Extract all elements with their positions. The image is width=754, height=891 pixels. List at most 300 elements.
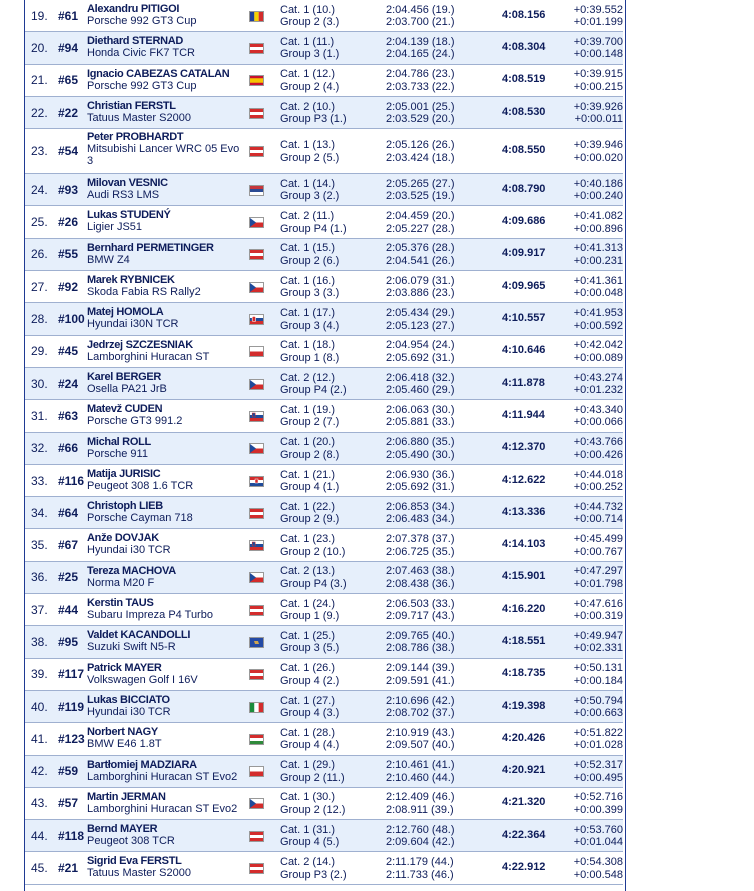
gap-to-leader: +0:54.308: [573, 856, 623, 869]
group: Group 3 (1.): [280, 48, 340, 61]
class-cell: [280, 791, 380, 816]
result-row: [25, 206, 623, 238]
result-row: [25, 497, 623, 529]
start-number: #44: [58, 602, 79, 617]
category: Cat. 2 (12.): [280, 371, 336, 384]
run1-time: 2:04.456 (19.): [386, 3, 455, 16]
result-row: [25, 400, 623, 432]
gap-cell: [565, 36, 623, 61]
position: 40.: [31, 699, 48, 714]
start-number: #67: [58, 538, 79, 553]
start-number: #123: [58, 731, 85, 746]
result-row: [25, 129, 623, 174]
driver-name: Christoph LIEB: [87, 500, 163, 513]
group: Group 2 (5.): [280, 151, 340, 164]
class-cell: [280, 4, 380, 29]
car-name-continued: 3: [87, 155, 94, 168]
class-cell: [280, 856, 380, 881]
gap-to-leader: +0:43.766: [573, 436, 623, 449]
class-cell: [280, 565, 380, 590]
car-name: Porsche Cayman 718: [87, 512, 193, 525]
car-name: Porsche 911: [87, 447, 148, 460]
run2-time: 2:05.123 (27.): [386, 319, 455, 332]
position: 37.: [31, 602, 48, 617]
class-cell: [280, 501, 380, 526]
gap-cell: [565, 856, 623, 881]
position: 26.: [31, 247, 48, 262]
country-flag-icon: [249, 146, 262, 155]
country-flag-icon: [249, 108, 262, 117]
driver-name: Jedrzej SZCZESNIAK: [87, 338, 193, 351]
driver-name: Tereza MACHOVA: [87, 564, 176, 577]
category: Cat. 1 (11.): [280, 35, 335, 48]
result-row: [25, 691, 623, 723]
driver-name: Lukas BICCIATO: [87, 693, 170, 706]
run1-time: 2:10.919 (43.): [386, 726, 455, 739]
country-flag-icon: [249, 734, 262, 743]
country-flag-icon: [249, 669, 262, 678]
run2-time: 2:09.591 (41.): [386, 674, 455, 687]
start-number: #55: [58, 247, 79, 262]
driver-name: Milovan VESNIC: [87, 177, 168, 190]
run-times: [386, 533, 486, 558]
run2-time: 2:08.702 (37.): [386, 707, 455, 720]
category: Cat. 1 (31.): [280, 823, 336, 836]
country-flag-icon: [249, 863, 262, 872]
category: Cat. 1 (29.): [280, 759, 336, 772]
driver-name: Anže DOVJAK: [87, 532, 159, 545]
total-time: 4:10.646: [502, 344, 546, 357]
car-name: Mitsubishi Lancer WRC 05 Evo: [87, 143, 240, 156]
country-flag-icon: [249, 411, 262, 420]
country-flag-icon: [249, 185, 262, 194]
position: 21.: [31, 73, 48, 88]
result-row: [25, 174, 623, 206]
position: 25.: [31, 215, 48, 230]
category: Cat. 2 (13.): [280, 565, 336, 578]
result-row: [25, 756, 623, 788]
total-time: 4:18.735: [502, 667, 546, 680]
run1-time: 2:05.376 (28.): [386, 242, 455, 255]
run2-time: 2:03.525 (19.): [386, 190, 455, 203]
gap-to-leader: +0:41.082: [573, 210, 623, 223]
run-times: [386, 275, 486, 300]
total-time: 4:19.398: [502, 699, 546, 712]
class-cell: [280, 339, 380, 364]
start-number: #59: [58, 764, 79, 779]
start-number: #22: [58, 105, 79, 120]
gap-to-leader: +0:39.926: [573, 100, 623, 113]
run1-time: 2:12.760 (48.): [386, 823, 455, 836]
gap-to-previous: +0:00.896: [573, 222, 623, 235]
start-number: #57: [58, 796, 79, 811]
gap-cell: [565, 533, 623, 558]
start-number: #116: [58, 473, 85, 488]
total-time: 4:21.320: [502, 796, 546, 809]
group: Group 2 (8.): [280, 448, 340, 461]
driver-cell: [87, 100, 237, 124]
start-number: #100: [58, 312, 85, 327]
driver-name: Valdet KACANDOLLI: [87, 629, 191, 642]
result-row: [25, 852, 623, 884]
result-row: [25, 820, 623, 852]
country-flag-icon: [249, 831, 262, 840]
total-time: 4:08.790: [502, 182, 546, 195]
driver-name: Matevž CUDEN: [87, 403, 163, 416]
total-time: 4:14.103: [502, 538, 546, 551]
position: 29.: [31, 344, 48, 359]
country-flag-icon: [249, 476, 262, 485]
gap-to-leader: +0:43.340: [573, 403, 623, 416]
class-cell: [280, 727, 380, 752]
run-times: [386, 565, 486, 590]
gap-to-leader: +0:39.700: [573, 35, 623, 48]
run1-time: 2:05.126 (26.): [386, 139, 455, 152]
country-flag-icon: [249, 249, 262, 258]
class-cell: [280, 662, 380, 687]
group: Group 2 (7.): [280, 416, 340, 429]
country-flag-icon: [249, 43, 262, 52]
driver-cell: [87, 436, 237, 460]
gap-to-leader: +0:51.822: [573, 726, 623, 739]
group: Group 3 (4.): [280, 319, 340, 332]
position: 23.: [31, 144, 48, 159]
run-times: [386, 404, 486, 429]
class-cell: [280, 759, 380, 784]
position: 43.: [31, 796, 48, 811]
run1-time: 2:10.461 (41.): [386, 759, 455, 772]
start-number: #64: [58, 505, 79, 520]
run1-time: 2:07.378 (37.): [386, 533, 455, 546]
run1-time: 2:05.434 (29.): [386, 307, 455, 320]
category: Cat. 1 (14.): [280, 177, 336, 190]
gap-cell: [565, 759, 623, 784]
run-times: [386, 727, 486, 752]
gap-to-previous: +0:00.319: [573, 610, 623, 623]
run2-time: 2:09.507 (40.): [386, 739, 455, 752]
total-time: 4:12.370: [502, 441, 546, 454]
gap-to-leader: +0:50.794: [573, 694, 623, 707]
driver-name: Diethard STERNAD: [87, 35, 184, 48]
run2-time: 2:06.483 (34.): [386, 513, 455, 526]
driver-name: Norbert NAGY: [87, 726, 158, 739]
country-flag-icon: [249, 572, 262, 581]
result-row: [25, 562, 623, 594]
driver-name: Matej HOMOLA: [87, 306, 164, 319]
position: 34.: [31, 505, 48, 520]
driver-cell: [87, 371, 237, 395]
result-row: [25, 336, 623, 368]
total-time: 4:10.557: [502, 312, 546, 325]
run-times: [386, 339, 486, 364]
gap-to-leader: +0:49.947: [573, 629, 623, 642]
gap-cell: [565, 307, 623, 332]
total-time: 4:09.965: [502, 279, 546, 292]
gap-to-leader: +0:41.313: [573, 242, 623, 255]
result-row: [25, 433, 623, 465]
run2-time: 2:08.438 (36.): [386, 577, 455, 590]
car-name: Osella PA21 JrB: [87, 382, 167, 395]
group: Group 4 (5.): [280, 836, 340, 849]
run1-time: 2:06.503 (33.): [386, 597, 455, 610]
run-times: [386, 436, 486, 461]
result-row: [25, 594, 623, 626]
category: Cat. 1 (15.): [280, 242, 336, 255]
category: Cat. 1 (23.): [280, 533, 336, 546]
gap-cell: [565, 469, 623, 494]
run-times: [386, 469, 486, 494]
gap-to-leader: +0:42.042: [573, 339, 623, 352]
gap-to-leader: +0:44.732: [573, 500, 623, 513]
result-row: [25, 659, 623, 691]
car-name: Honda Civic FK7 TCR: [87, 47, 195, 60]
gap-to-previous: +0:01.199: [573, 16, 623, 29]
driver-cell: [87, 823, 237, 847]
group: Group 4 (2.): [280, 674, 340, 687]
gap-cell: [565, 824, 623, 849]
group: Group 3 (3.): [280, 287, 340, 300]
run-times: [386, 759, 486, 784]
class-cell: [280, 824, 380, 849]
category: Cat. 1 (20.): [280, 436, 336, 449]
run1-time: 2:05.265 (27.): [386, 177, 455, 190]
gap-cell: [565, 210, 623, 235]
result-row: [25, 303, 623, 335]
start-number: #21: [58, 861, 79, 876]
driver-cell: [87, 694, 237, 718]
total-time: 4:09.917: [502, 247, 546, 260]
run1-time: 2:07.463 (38.): [386, 565, 455, 578]
gap-to-previous: +0:00.399: [573, 803, 623, 816]
gap-cell: [565, 630, 623, 655]
group: Group 2 (12.): [280, 803, 346, 816]
group: Group 3 (2.): [280, 190, 340, 203]
gap-to-previous: +0:00.089: [573, 351, 623, 364]
country-flag-icon: [249, 540, 262, 549]
start-number: #63: [58, 408, 79, 423]
run-times: [386, 824, 486, 849]
position: 19.: [31, 8, 48, 23]
group: Group 2 (3.): [280, 16, 340, 29]
category: Cat. 1 (10.): [280, 3, 336, 16]
category: Cat. 1 (30.): [280, 791, 336, 804]
start-number: #119: [58, 699, 85, 714]
group: Group 2 (10.): [280, 545, 346, 558]
driver-cell: [87, 403, 237, 427]
gap-to-previous: +0:00.426: [573, 448, 623, 461]
gap-to-previous: +0:00.066: [573, 416, 623, 429]
group: Group 2 (4.): [280, 80, 340, 93]
group: Group P4 (3.): [280, 577, 347, 590]
start-number: #117: [58, 667, 85, 682]
position: 31.: [31, 408, 48, 423]
gap-to-previous: +0:00.767: [573, 545, 623, 558]
country-flag-icon: [249, 346, 262, 355]
run2-time: 2:06.725 (35.): [386, 545, 455, 558]
category: Cat. 1 (16.): [280, 274, 336, 287]
gap-to-leader: +0:47.297: [573, 565, 623, 578]
position: 32.: [31, 441, 48, 456]
class-cell: [280, 307, 380, 332]
driver-cell: [87, 209, 237, 233]
gap-to-leader: +0:40.186: [573, 177, 623, 190]
position: 20.: [31, 40, 48, 55]
run-times: [386, 36, 486, 61]
class-cell: [280, 242, 380, 267]
run-times: [386, 695, 486, 720]
driver-cell: [87, 597, 237, 621]
run1-time: 2:06.880 (35.): [386, 436, 455, 449]
driver-name: Martin JERMAN: [87, 790, 166, 803]
run-times: [386, 242, 486, 267]
run1-time: 2:04.786 (23.): [386, 68, 455, 81]
driver-name: Peter PROBHARDT: [87, 131, 184, 144]
position: 41.: [31, 731, 48, 746]
category: Cat. 1 (25.): [280, 629, 336, 642]
run1-time: 2:05.001 (25.): [386, 100, 455, 113]
run2-time: 2:05.692 (31.): [386, 481, 455, 493]
gap-cell: [565, 436, 623, 461]
group: Group P4 (1.): [280, 222, 347, 235]
run2-time: 2:03.424 (18.): [386, 151, 455, 164]
class-cell: [280, 533, 380, 558]
group: Group P3 (1.): [280, 113, 347, 126]
group: Group 2 (9.): [280, 513, 340, 526]
class-cell: [280, 101, 380, 126]
gap-to-leader: +0:52.716: [573, 791, 623, 804]
gap-to-leader: +0:50.131: [573, 662, 623, 675]
group: Group 4 (1.): [280, 481, 340, 493]
car-name: Porsche GT3 991.2: [87, 415, 183, 428]
category: Cat. 1 (28.): [280, 726, 336, 739]
category: Cat. 2 (11.): [280, 210, 335, 223]
car-name: BMW Z4: [87, 253, 130, 266]
gap-to-leader: +0:41.953: [573, 307, 623, 320]
gap-cell: [565, 727, 623, 752]
gap-cell: [565, 598, 623, 623]
group: Group 2 (11.): [280, 771, 345, 784]
position: 38.: [31, 634, 48, 649]
driver-name: Alexandru PITIGOI: [87, 3, 180, 15]
gap-to-leader: +0:39.915: [573, 68, 623, 81]
gap-to-previous: +0:00.548: [573, 868, 623, 881]
gap-to-previous: +0:00.714: [573, 513, 623, 526]
gap-cell: [565, 565, 623, 590]
run1-time: 2:06.063 (30.): [386, 403, 455, 416]
group: Group 3 (5.): [280, 642, 340, 655]
run-times: [386, 68, 486, 93]
run1-time: 2:09.144 (39.): [386, 662, 455, 675]
gap-cell: [565, 339, 623, 364]
run1-time: 2:09.765 (40.): [386, 629, 455, 642]
total-time: 4:15.901: [502, 570, 546, 583]
gap-to-previous: +0:00.215: [573, 80, 623, 93]
start-number: #24: [58, 376, 79, 391]
run2-time: 2:08.786 (38.): [386, 642, 455, 655]
driver-cell: [87, 532, 237, 556]
gap-cell: [565, 242, 623, 267]
gap-to-leader: +0:41.361: [573, 274, 623, 287]
run2-time: 2:11.733 (46.): [386, 868, 454, 881]
gap-to-previous: +0:00.011: [574, 113, 623, 126]
run2-time: 2:03.733 (22.): [386, 80, 455, 93]
class-cell: [280, 469, 380, 494]
run-times: [386, 662, 486, 687]
run2-time: 2:05.692 (31.): [386, 351, 455, 364]
start-number: #65: [58, 73, 79, 88]
driver-name: Marek RYBNICEK: [87, 274, 175, 287]
category: Cat. 1 (27.): [280, 694, 336, 707]
car-name: Tatuus Master S2000: [87, 867, 191, 880]
category: Cat. 1 (21.): [280, 468, 336, 481]
run2-time: 2:08.911 (39.): [386, 803, 454, 816]
run1-time: 2:12.409 (46.): [386, 791, 455, 804]
driver-cell: [87, 629, 237, 653]
start-number: #93: [58, 182, 79, 197]
position: 44.: [31, 828, 48, 843]
car-name: Hyundai i30 TCR: [87, 705, 171, 718]
driver-cell: [87, 306, 237, 330]
total-time: 4:22.912: [502, 861, 546, 874]
group: Group 1 (8.): [280, 351, 340, 364]
total-time: 4:08.519: [502, 73, 546, 86]
total-time: 4:16.220: [502, 602, 546, 615]
gap-to-previous: +0:00.148: [573, 48, 623, 61]
run2-time: 2:03.529 (20.): [386, 113, 455, 126]
driver-cell: [87, 274, 237, 298]
class-cell: [280, 68, 380, 93]
result-row: [25, 271, 623, 303]
country-flag-icon: [249, 798, 262, 807]
total-time: 4:20.921: [502, 764, 546, 777]
country-flag-icon: [249, 637, 262, 646]
results-table: [25, 0, 623, 885]
car-name: Tatuus Master S2000: [87, 111, 191, 124]
gap-to-previous: +0:00.495: [573, 771, 623, 784]
driver-name: Matija JURISIC: [87, 467, 161, 480]
country-flag-icon: [249, 766, 262, 775]
country-flag-icon: [249, 379, 262, 388]
start-number: #95: [58, 634, 79, 649]
gap-to-leader: +0:39.946: [573, 139, 623, 152]
group: Group P4 (2.): [280, 384, 347, 397]
car-name: Ligier JS51: [87, 221, 143, 234]
category: Cat. 1 (12.): [280, 68, 336, 81]
position: 42.: [31, 764, 48, 779]
run1-time: 2:06.930 (36.): [386, 468, 455, 481]
class-cell: [280, 36, 380, 61]
start-number: #92: [58, 279, 79, 294]
country-flag-icon: [249, 702, 262, 711]
run1-time: 2:06.079 (31.): [386, 274, 455, 287]
driver-cell: [87, 468, 237, 492]
car-name: Porsche 992 GT3 Cup: [87, 15, 197, 27]
gap-cell: [565, 68, 623, 93]
total-time: 4:08.156: [502, 8, 546, 21]
total-time: 4:13.336: [502, 505, 546, 518]
country-flag-icon: [249, 605, 262, 614]
driver-cell: [87, 3, 237, 27]
run-times: [386, 101, 486, 126]
run1-time: 2:04.139 (18.): [386, 35, 455, 48]
gap-cell: [565, 101, 623, 126]
driver-cell: [87, 242, 237, 266]
country-flag-icon: [249, 508, 262, 517]
run2-time: 2:10.460 (44.): [386, 771, 455, 784]
gap-to-previous: +0:00.231: [573, 254, 623, 267]
category: Cat. 1 (19.): [280, 403, 336, 416]
car-name: Hyundai i30N TCR: [87, 318, 179, 331]
